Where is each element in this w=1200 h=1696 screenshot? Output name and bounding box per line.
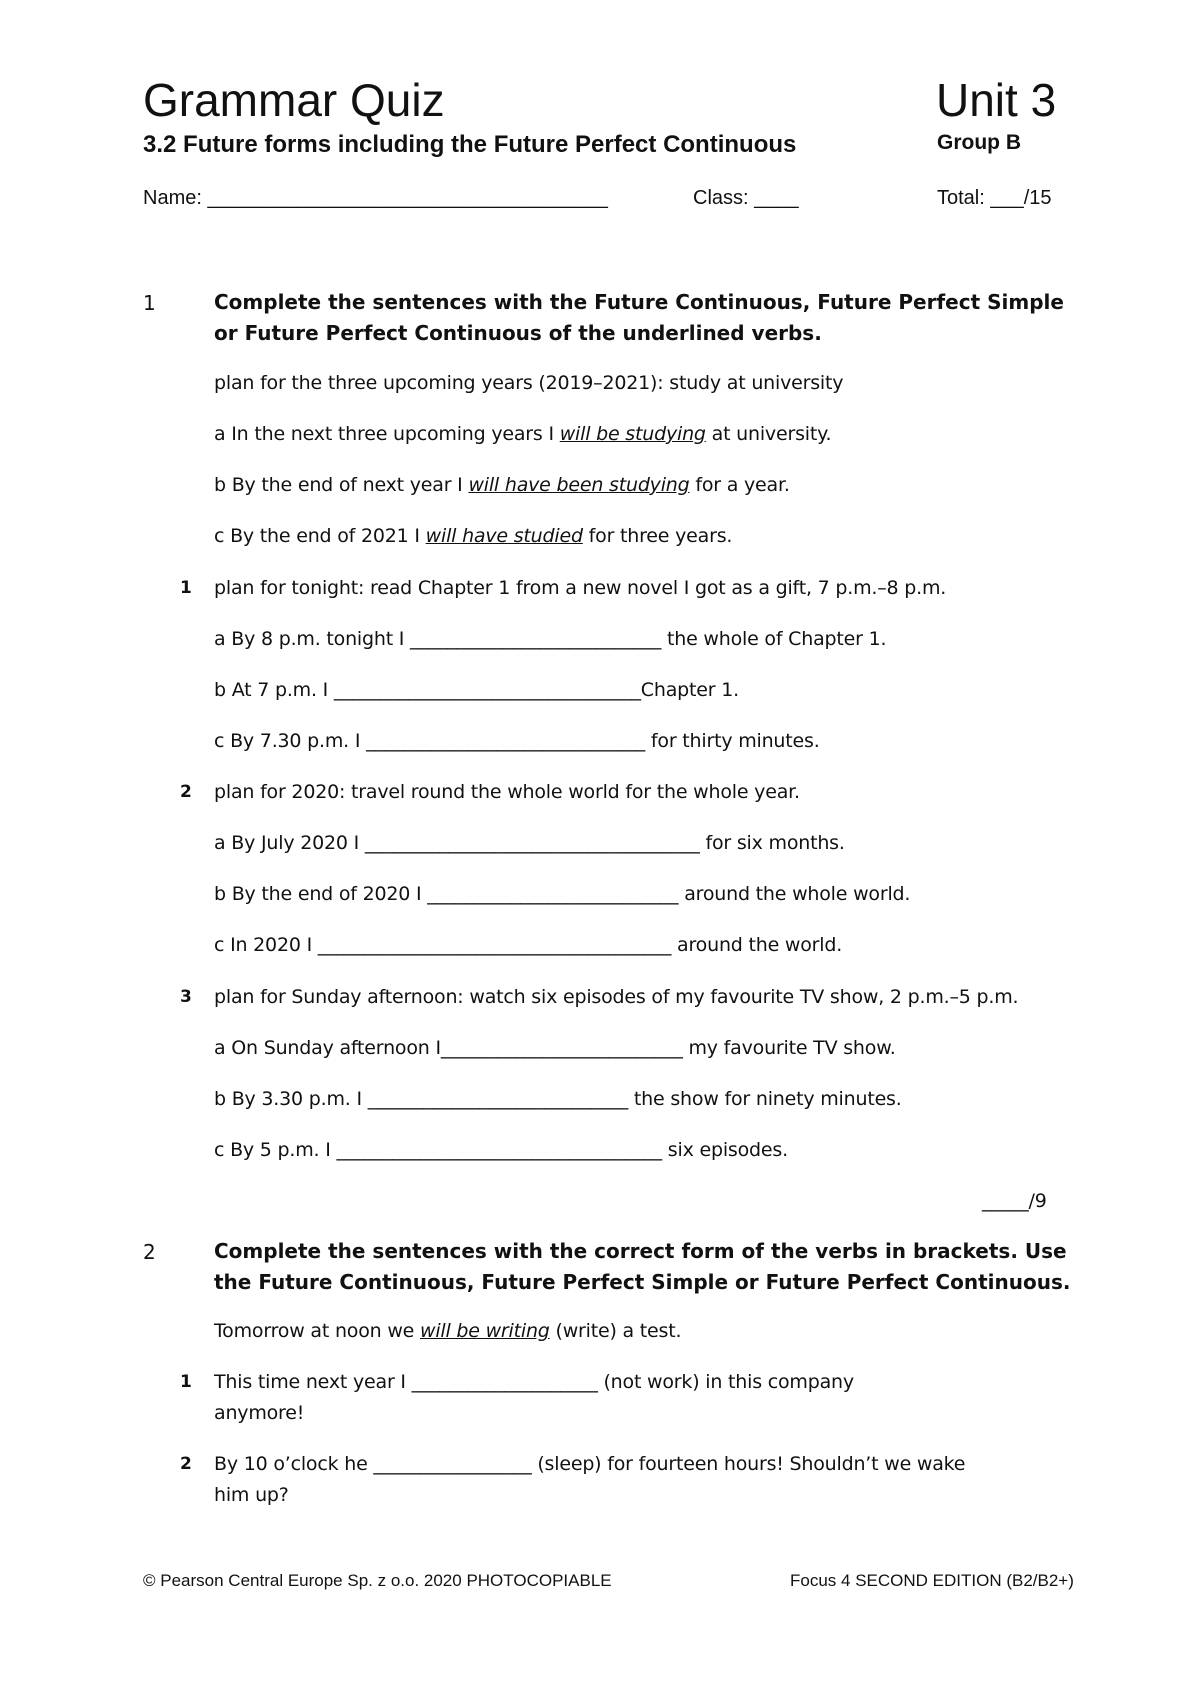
item-1-sentence-a: a By 8 p.m. tonight I ___________________________ the whole of Chapter 1.: [214, 628, 887, 650]
unit-label: Unit 3: [936, 74, 1057, 126]
class-field-label: Class: ____: [693, 187, 799, 209]
example-c-suffix: for three years.: [582, 525, 733, 547]
item-2-sentence-a: a By July 2020 I ____________________________________ for six months.: [214, 832, 845, 854]
example-a-answer: will be studying: [559, 423, 706, 445]
item-1-number: 1: [180, 578, 192, 598]
ex2-item-2-line-1: By 10 o’clock he _________________ (sleep) for fourteen hours! Shouldn’t we wake: [214, 1453, 966, 1475]
example-plan: plan for the three upcoming years (2019–2021): study at university: [214, 372, 844, 394]
footer-edition: Focus 4 SECOND EDITION (B2/B2+): [790, 1571, 1074, 1590]
item-2-number: 2: [180, 782, 192, 802]
exercise-1-instruction: Complete the sentences with the Future Continuous, Future Perfect Simple or Future Perfect Continuous of the underlined verbs.: [214, 290, 1064, 345]
item-1-plan: plan for tonight: read Chapter 1 from a new novel I got as a gift, 7 p.m.–8 p.m.: [214, 577, 947, 599]
ex2-item-2-line-2: him up?: [214, 1484, 289, 1506]
item-3-sentence-b: b By 3.30 p.m. I ____________________________ the show for ninety minutes.: [214, 1088, 902, 1110]
example-b-suffix: for a year.: [689, 474, 790, 496]
ex2-item-1-line-2: anymore!: [214, 1402, 305, 1424]
example-a-suffix: at university.: [705, 423, 832, 445]
ex2-example-answer: will be writing: [419, 1320, 550, 1342]
item-1-sentence-b: b At 7 p.m. I _________________________________Chapter 1.: [214, 679, 739, 701]
quiz-subtitle: 3.2 Future forms including the Future Perfect Continuous: [143, 131, 797, 158]
item-2-sentence-b: b By the end of 2020 I ___________________________ around the whole world.: [214, 883, 911, 905]
ex2-item-1-line-1: This time next year I ____________________ (not work) in this company: [214, 1371, 854, 1393]
ex2-example-suffix: (write) a test.: [549, 1320, 682, 1342]
example-b-answer: will have been studying: [468, 474, 690, 496]
example-sentence-b: [214, 470, 790, 500]
total-field-label: Total: ___/15: [937, 187, 1052, 209]
exercise-2-instruction: Complete the sentences with the correct form of the verbs in brackets. Use the Future Continuous, Future Perfect Simple or Future Perfect Continuous.: [214, 1239, 1071, 1294]
example-c-answer: will have studied: [425, 525, 583, 547]
exercise-2-example: [214, 1316, 681, 1346]
group-label: Group B: [937, 131, 1021, 154]
name-field-label: Name: ____________________________________: [143, 187, 608, 209]
exercise-1-number: 1: [143, 291, 156, 315]
item-2-sentence-c: c In 2020 I ______________________________________ around the world.: [214, 934, 843, 956]
item-1-sentence-c: c By 7.30 p.m. I ______________________________ for thirty minutes.: [214, 730, 820, 752]
item-3-plan: plan for Sunday afternoon: watch six episodes of my favourite TV show, 2 p.m.–5 p.m.: [214, 986, 1019, 1008]
ex2-item-2-number: 2: [180, 1454, 192, 1474]
item-3-number: 3: [180, 987, 192, 1007]
example-sentence-a: [214, 419, 831, 449]
ex2-item-1-number: 1: [180, 1372, 192, 1392]
item-3-sentence-a: a On Sunday afternoon I__________________________ my favourite TV show.: [214, 1037, 896, 1059]
example-sentence-c: [214, 521, 732, 551]
ex2-example-prefix: Tomorrow at noon we: [214, 1320, 420, 1342]
example-a-prefix: a In the next three upcoming years I: [214, 423, 560, 445]
example-b-prefix: b By the end of next year I: [214, 474, 469, 496]
item-3-sentence-c: c By 5 p.m. I ___________________________________ six episodes.: [214, 1139, 788, 1161]
exercise-1-score: _____/9: [982, 1190, 1047, 1212]
item-2-plan: plan for 2020: travel round the whole world for the whole year.: [214, 781, 800, 803]
exercise-2-number: 2: [143, 1240, 156, 1264]
footer-copyright: © Pearson Central Europe Sp. z o.o. 2020 PHOTOCOPIABLE: [143, 1571, 612, 1590]
example-c-prefix: c By the end of 2021 I: [214, 525, 426, 547]
quiz-title: Grammar Quiz: [143, 74, 445, 126]
